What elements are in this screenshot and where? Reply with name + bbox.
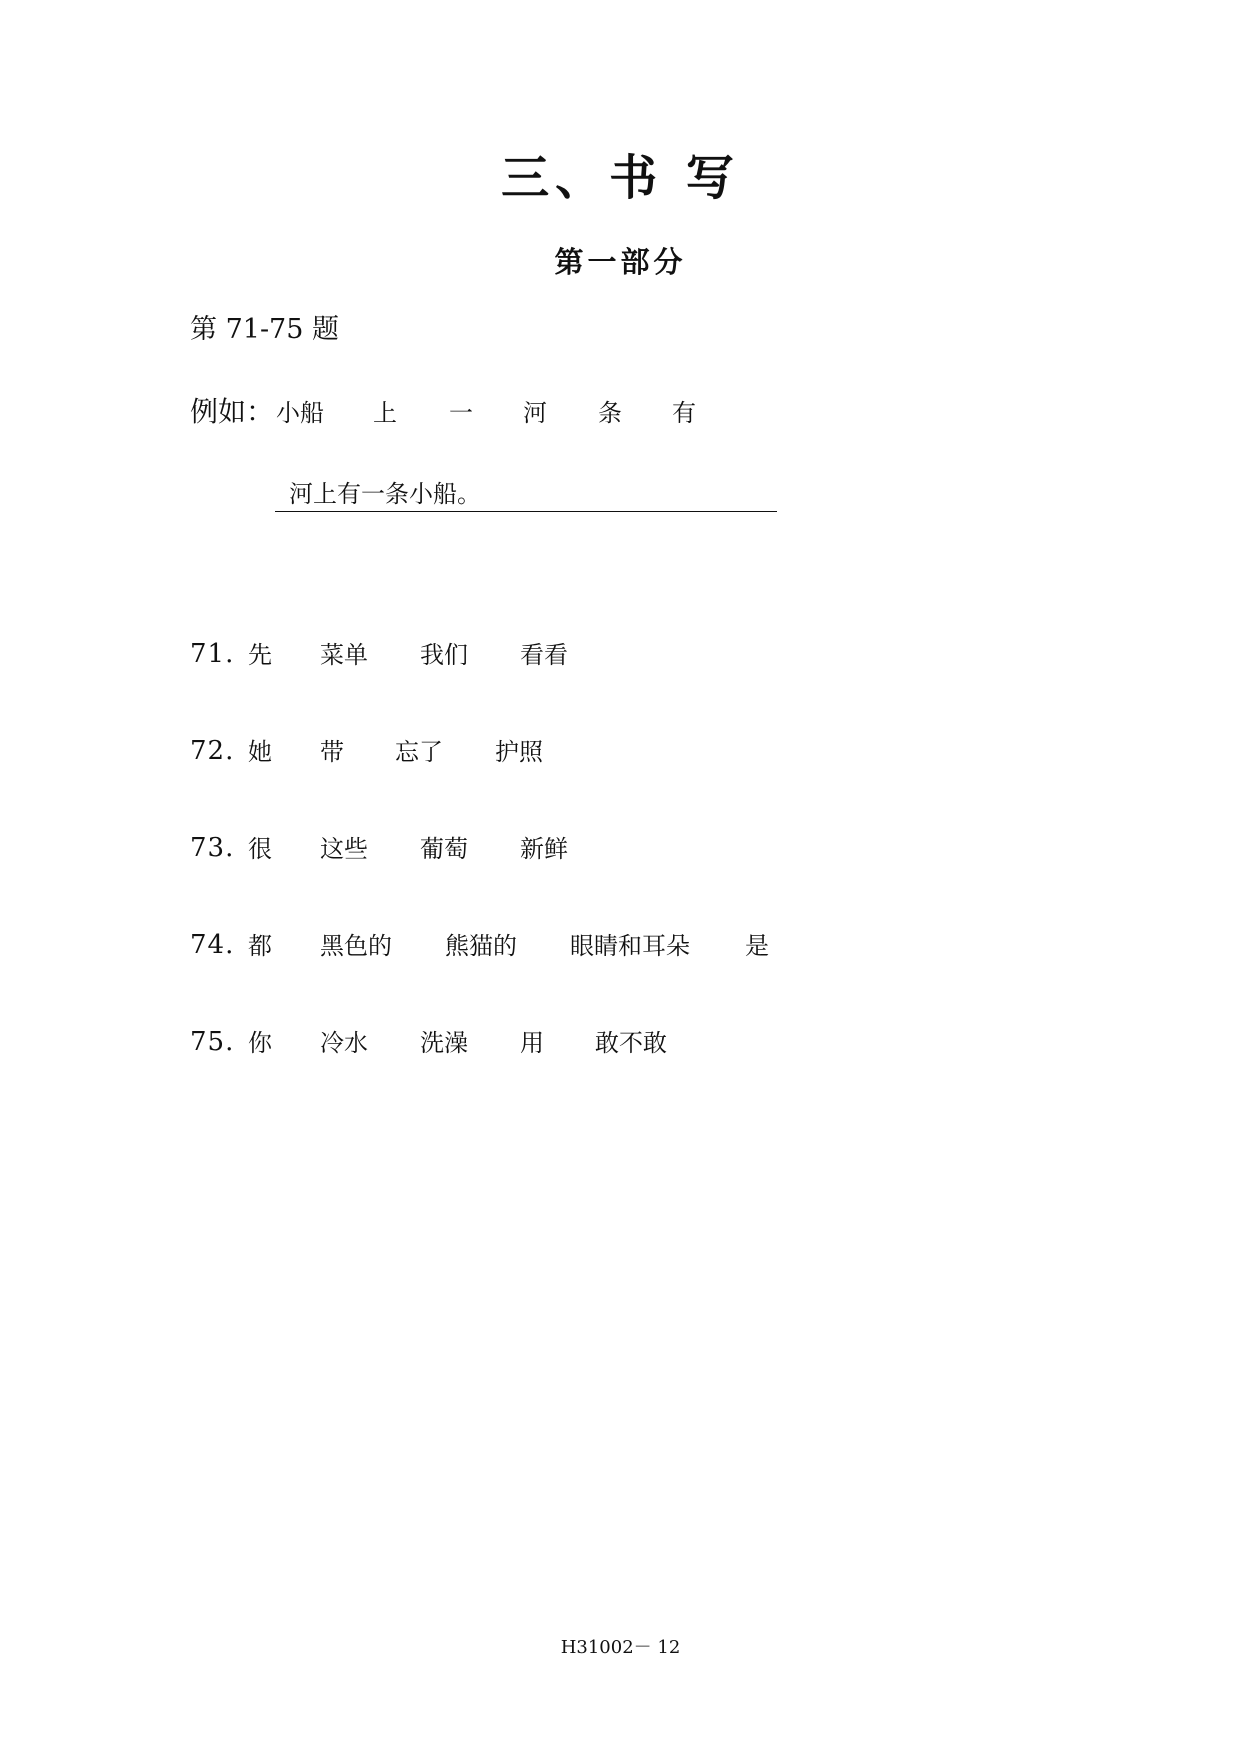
example-word: 上 — [373, 399, 397, 427]
word-tile: 用 — [520, 1029, 544, 1057]
question-number: 75. — [190, 1027, 235, 1057]
question-number: 73. — [190, 833, 235, 863]
example-word: 有 — [672, 399, 696, 427]
word-tile: 你 — [248, 1029, 272, 1057]
word-tile: 菜单 — [320, 641, 368, 669]
question-row-71 — [190, 634, 710, 674]
word-tile: 很 — [248, 835, 272, 863]
example-answer: 河上有一条小船。 — [289, 480, 481, 508]
word-tile: 是 — [745, 932, 769, 960]
question-number: 74. — [190, 930, 235, 960]
question-number: 72. — [190, 736, 235, 766]
example-word: 一 — [449, 399, 473, 427]
section-title: 三、书 写 — [501, 150, 740, 206]
word-tile: 敢不敢 — [595, 1029, 667, 1057]
word-tile: 先 — [248, 641, 272, 669]
example-label: 例如： — [190, 395, 275, 428]
question-row-75 — [190, 1022, 710, 1062]
word-tile: 葡萄 — [420, 835, 468, 863]
example-word: 小船 — [276, 399, 324, 427]
page-footer: H31002－ 12 — [560, 1637, 681, 1658]
question-range: 第 71-75 题 — [190, 314, 340, 345]
word-tile: 带 — [320, 738, 344, 766]
word-tile: 我们 — [420, 641, 468, 669]
word-tile: 看看 — [520, 641, 568, 669]
question-row-74 — [190, 925, 790, 965]
word-tile: 忘了 — [395, 738, 443, 766]
word-tile: 这些 — [320, 835, 368, 863]
example-answer-line — [275, 475, 777, 512]
example-row — [190, 392, 750, 432]
part-title: 第一部分 — [554, 245, 687, 279]
word-tile: 黑色的 — [320, 932, 392, 960]
example-word: 条 — [598, 399, 622, 427]
question-number: 71. — [190, 639, 235, 669]
word-tile: 都 — [248, 932, 272, 960]
example-word: 河 — [523, 399, 547, 427]
question-row-72 — [190, 731, 710, 771]
word-tile: 她 — [248, 738, 272, 766]
word-tile: 眼睛和耳朵 — [570, 932, 690, 960]
word-tile: 新鲜 — [520, 835, 568, 863]
word-tile: 洗澡 — [420, 1029, 468, 1057]
word-tile: 冷水 — [320, 1029, 368, 1057]
word-tile: 熊猫的 — [445, 932, 517, 960]
question-row-73 — [190, 828, 710, 868]
word-tile: 护照 — [495, 738, 543, 766]
